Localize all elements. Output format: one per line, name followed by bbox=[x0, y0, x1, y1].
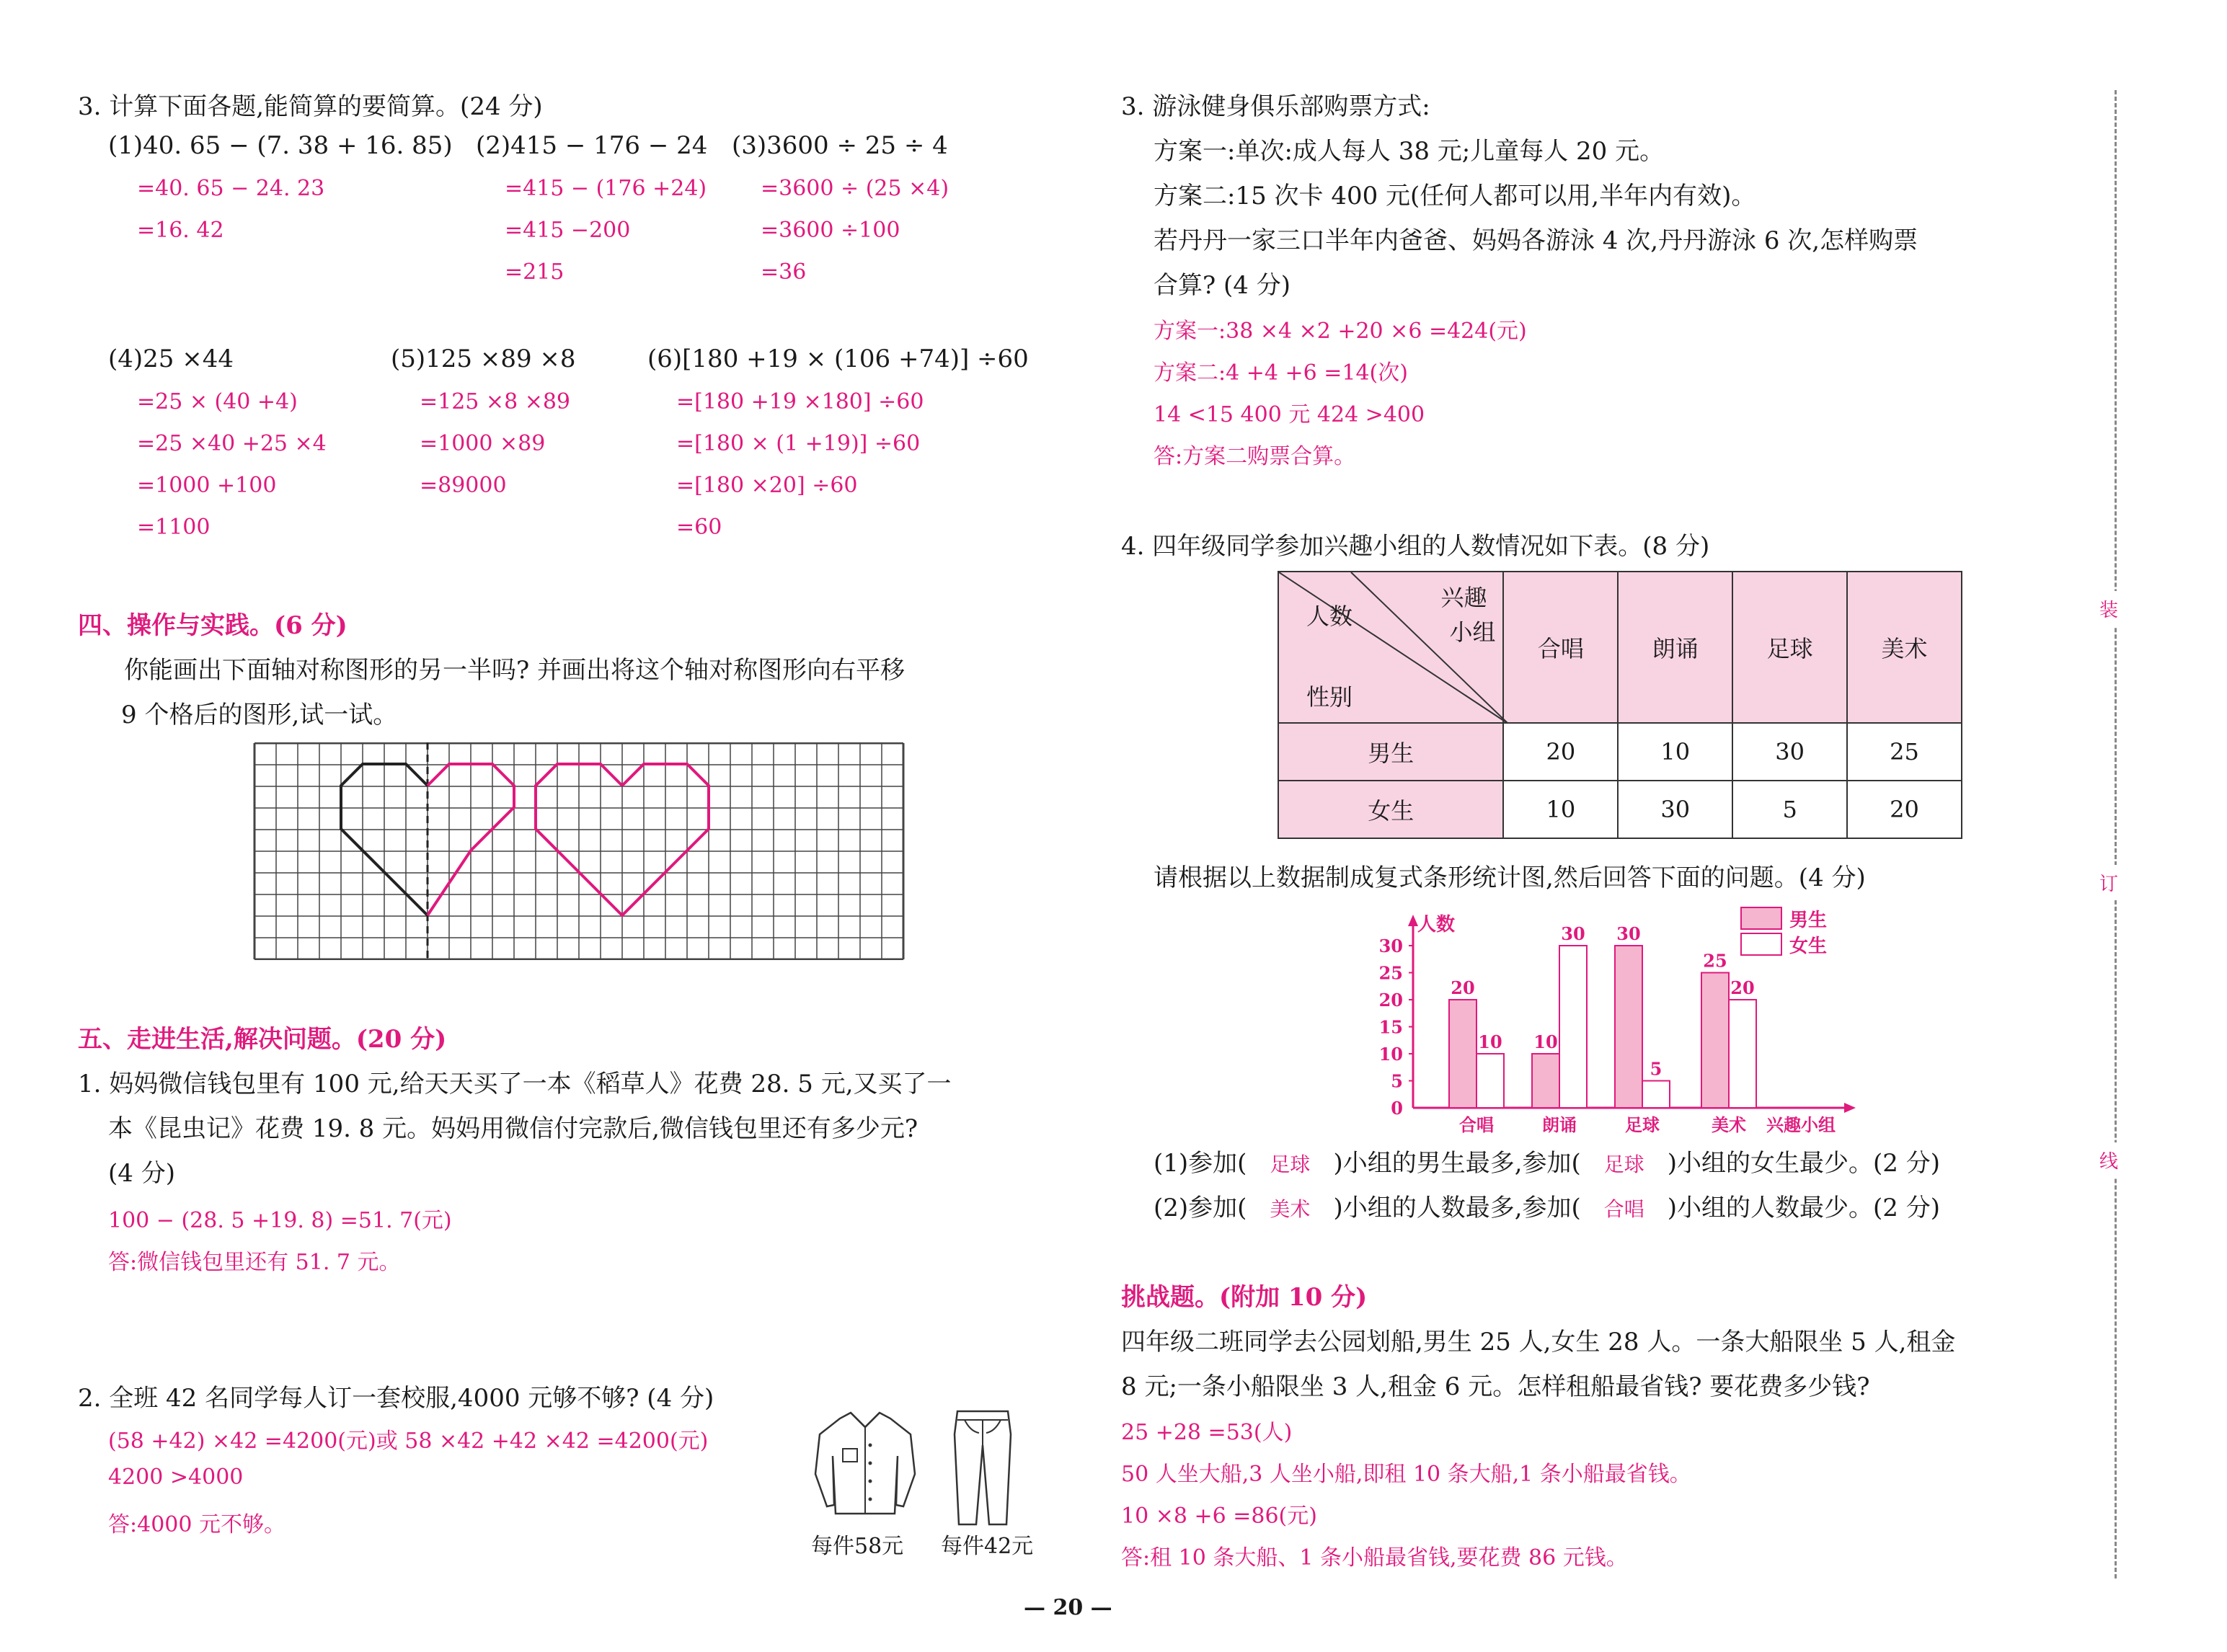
q3-title: 3. 计算下面各题,能简算的要简算。(24 分) bbox=[78, 92, 543, 121]
bar-girls bbox=[1642, 1081, 1670, 1109]
bar-boys bbox=[1532, 1054, 1559, 1108]
row-label-boys: 男生 bbox=[1278, 723, 1503, 781]
r-q3-line3: 方案二:15 次卡 400 元(任何人都可以用,半年内有效)。 bbox=[1154, 182, 1756, 210]
fill1-b: )小组的男生最多,参加( bbox=[1333, 1149, 1581, 1178]
header-recite: 朗诵 bbox=[1618, 572, 1732, 723]
y-axis-label: 人数 bbox=[1417, 914, 1456, 936]
pants-caption: 每件42元 bbox=[941, 1534, 1034, 1559]
y-tick-label: 30 bbox=[1378, 936, 1403, 956]
fill1-v1: 足球 bbox=[1270, 1153, 1311, 1176]
r-q3-line5: 合算? (4 分) bbox=[1154, 271, 1291, 300]
r-q4-title: 4. 四年级同学参加兴趣小组的人数情况如下表。(8 分) bbox=[1121, 532, 1710, 561]
corner-top2: 小组 bbox=[1449, 618, 1496, 646]
y-tick-label: 5 bbox=[1391, 1070, 1403, 1092]
y-tick-label: 15 bbox=[1378, 1016, 1403, 1038]
binding-line bbox=[2115, 90, 2117, 1578]
bar-value-label: 30 bbox=[1561, 923, 1585, 944]
sec4-text-1: 你能画出下面轴对称图形的另一半吗? 并画出将这个轴对称图形向右平移 bbox=[124, 656, 906, 685]
r-q3-ans-3: 14 <15 400 元 424 >400 bbox=[1154, 402, 1425, 427]
cell-girls-1: 30 bbox=[1618, 781, 1732, 838]
fill2-a: (2)参加( bbox=[1154, 1194, 1247, 1222]
fill-line-1 bbox=[1154, 1143, 1940, 1178]
r-q3-ans-4: 答:方案二购票合算。 bbox=[1154, 444, 1356, 469]
bar-value-label: 25 bbox=[1703, 950, 1727, 972]
x-axis-arrow bbox=[1844, 1103, 1856, 1113]
corner-bottom: 性别 bbox=[1306, 683, 1353, 711]
calc-step: =3600 ÷ (25 ×4) bbox=[761, 176, 949, 201]
side-mark-3: 线 bbox=[2099, 1142, 2118, 1178]
p1-line2: 本《昆虫记》花费 19. 8 元。妈妈用微信付完款后,微信钱包里还有多少元? bbox=[108, 1114, 918, 1143]
calc-step: =3600 ÷100 bbox=[761, 218, 900, 243]
legend-swatch-girls bbox=[1741, 933, 1781, 955]
fill2-c: )小组的人数最少。(2 分) bbox=[1667, 1194, 1941, 1222]
cell-girls-0: 10 bbox=[1503, 781, 1618, 838]
challenge-q-1: 四年级二班同学去公园划船,男生 25 人,女生 28 人。一条大船限坐 5 人,租金 bbox=[1121, 1328, 1956, 1356]
side-mark-2: 订 bbox=[2099, 865, 2118, 900]
x-tick-label: 足球 bbox=[1625, 1114, 1660, 1135]
challenge-ans-1: 25 +28 =53(人) bbox=[1121, 1420, 1293, 1445]
p1-line1: 1. 妈妈微信钱包里有 100 元,给天天买了一本《稻草人》花费 28. 5 元,又买了一 bbox=[78, 1070, 952, 1098]
bar-value-label: 20 bbox=[1730, 977, 1755, 998]
header-football: 足球 bbox=[1732, 572, 1847, 723]
fill2-v1: 美术 bbox=[1270, 1197, 1311, 1221]
calc-step: =125 ×8 ×89 bbox=[420, 389, 571, 414]
calc-step: =60 bbox=[676, 515, 722, 540]
y-axis-arrow bbox=[1408, 915, 1418, 926]
r-q3-line2: 方案一:单次:成人每人 38 元;儿童每人 20 元。 bbox=[1154, 137, 1665, 166]
calc-step: =[180 × (1 +19)] ÷60 bbox=[676, 431, 921, 456]
pants-icon bbox=[950, 1405, 1015, 1528]
corner-top: 兴趣 bbox=[1440, 584, 1487, 611]
y-tick-label: 0 bbox=[1391, 1098, 1403, 1119]
fill2-b: )小组的人数最多,参加( bbox=[1333, 1194, 1581, 1222]
corner-mid: 人数 bbox=[1306, 603, 1353, 630]
r-q3-line1: 3. 游泳健身俱乐部购票方式: bbox=[1121, 92, 1430, 121]
cell-boys-0: 20 bbox=[1503, 723, 1618, 781]
bar-girls bbox=[1476, 1054, 1504, 1108]
p2-answer-1: (58 +42) ×42 =4200(元)或 58 ×42 +42 ×42 =4200(元) bbox=[108, 1429, 709, 1454]
bar-boys bbox=[1701, 973, 1729, 1109]
sec4-text-2: 9 个格后的图形,试一试。 bbox=[121, 701, 398, 729]
p1-answer-2: 答:微信钱包里还有 51. 7 元。 bbox=[108, 1250, 401, 1275]
x-tick-label: 美术 bbox=[1712, 1114, 1746, 1135]
header-chorus: 合唱 bbox=[1503, 572, 1618, 723]
challenge-ans-2: 50 人坐大船,3 人坐小船,即租 10 条大船,1 条小船最省钱。 bbox=[1121, 1462, 1691, 1487]
fill1-a: (1)参加( bbox=[1154, 1149, 1247, 1178]
page-number: — 20 — bbox=[1024, 1595, 1112, 1620]
calc-step: =40. 65 − 24. 23 bbox=[137, 176, 325, 201]
shirt-icon bbox=[811, 1405, 919, 1521]
bar-value-label: 20 bbox=[1451, 977, 1475, 998]
legend-label: 男生 bbox=[1789, 910, 1828, 931]
interest-table bbox=[1278, 571, 1962, 839]
p2-answer-3: 答:4000 元不够。 bbox=[108, 1512, 285, 1537]
header-art: 美术 bbox=[1847, 572, 1962, 723]
legend-label: 女生 bbox=[1789, 936, 1828, 957]
challenge-ans-4: 答:租 10 条大船、1 条小船最省钱,要花费 86 元钱。 bbox=[1121, 1545, 1628, 1571]
table-corner bbox=[1278, 572, 1503, 723]
r-q3-ans-1: 方案一:38 ×4 ×2 +20 ×6 =424(元) bbox=[1154, 319, 1527, 344]
calc-step: =1100 bbox=[137, 515, 211, 540]
fill-line-2 bbox=[1154, 1188, 1940, 1223]
r-q4-instruction: 请根据以上数据制成复式条形统计图,然后回答下面的问题。(4 分) bbox=[1154, 863, 1866, 892]
bar-value-label: 10 bbox=[1533, 1031, 1558, 1052]
calc-step: =1000 +100 bbox=[137, 473, 277, 498]
calc-problem-5: (5)125 ×89 ×8 bbox=[391, 345, 576, 373]
calc-step: =36 bbox=[761, 259, 807, 285]
legend-swatch-boys bbox=[1741, 907, 1781, 929]
bar-value-label: 30 bbox=[1616, 923, 1641, 944]
p2-answer-2: 4200 >4000 bbox=[108, 1465, 244, 1490]
fill1-c: )小组的女生最少。(2 分) bbox=[1667, 1149, 1941, 1178]
calc-step: =16. 42 bbox=[137, 218, 224, 243]
calc-problem-3: (3)3600 ÷ 25 ÷ 4 bbox=[732, 131, 948, 160]
bar-girls bbox=[1559, 946, 1587, 1108]
fill2-v2: 合唱 bbox=[1603, 1197, 1644, 1221]
r-q3-line4: 若丹丹一家三口半年内爸爸、妈妈各游泳 4 次,丹丹游泳 6 次,怎样购票 bbox=[1154, 226, 1918, 255]
y-tick-label: 25 bbox=[1378, 962, 1403, 984]
cell-boys-2: 30 bbox=[1732, 723, 1847, 781]
row-label-girls: 女生 bbox=[1278, 781, 1503, 838]
bar-boys bbox=[1615, 946, 1642, 1108]
heart-grid bbox=[252, 742, 910, 960]
p2-question: 2. 全班 42 名同学每人订一套校服,4000 元够不够? (4 分) bbox=[78, 1384, 714, 1413]
side-mark-1: 装 bbox=[2099, 591, 2118, 626]
calc-step: =215 bbox=[505, 259, 565, 285]
bar-boys bbox=[1449, 1000, 1476, 1108]
x-tick-label: 合唱 bbox=[1459, 1114, 1494, 1135]
challenge-q-2: 8 元;一条小船限坐 3 人,租金 6 元。怎样租船最省钱? 要花费多少钱? bbox=[1121, 1372, 1870, 1401]
fill1-v2: 足球 bbox=[1603, 1153, 1644, 1176]
bar-value-label: 10 bbox=[1478, 1031, 1502, 1052]
calc-step: =25 × (40 +4) bbox=[137, 389, 298, 414]
bar-girls bbox=[1729, 1000, 1756, 1108]
y-tick-label: 10 bbox=[1378, 1044, 1403, 1065]
sec5-title: 五、走进生活,解决问题。(20 分) bbox=[78, 1025, 447, 1054]
x-axis-label: 兴趣小组 bbox=[1766, 1114, 1836, 1135]
calc-step: =[180 +19 ×180] ÷60 bbox=[676, 389, 924, 414]
challenge-title: 挑战题。(附加 10 分) bbox=[1121, 1283, 1368, 1312]
p1-answer-1: 100 − (28. 5 +19. 8) =51. 7(元) bbox=[108, 1208, 452, 1233]
calc-step: =89000 bbox=[420, 473, 507, 498]
x-tick-label: 朗诵 bbox=[1542, 1114, 1577, 1135]
calc-problem-2: (2)415 − 176 − 24 bbox=[476, 131, 708, 160]
cell-boys-1: 10 bbox=[1618, 723, 1732, 781]
calc-step: =415 −200 bbox=[505, 218, 631, 243]
cell-boys-3: 25 bbox=[1847, 723, 1962, 781]
calc-problem-1: (1)40. 65 − (7. 38 + 16. 85) bbox=[108, 131, 453, 160]
calc-step: =415 − (176 +24) bbox=[505, 176, 707, 201]
cell-girls-3: 20 bbox=[1847, 781, 1962, 838]
calc-step: =[180 ×20] ÷60 bbox=[676, 473, 858, 498]
p1-line3: (4 分) bbox=[108, 1159, 175, 1188]
shirt-caption: 每件58元 bbox=[811, 1534, 904, 1559]
y-tick-label: 20 bbox=[1378, 990, 1403, 1011]
cell-girls-2: 5 bbox=[1732, 781, 1847, 838]
calc-problem-6: (6)[180 +19 × (106 +74)] ÷60 bbox=[647, 345, 1029, 373]
bar-chart bbox=[1363, 905, 1867, 1135]
calc-problem-4: (4)25 ×44 bbox=[108, 345, 234, 373]
r-q3-ans-2: 方案二:4 +4 +6 =14(次) bbox=[1154, 360, 1408, 386]
bar-value-label: 5 bbox=[1650, 1058, 1662, 1080]
sec4-title: 四、操作与实践。(6 分) bbox=[78, 611, 347, 640]
challenge-ans-3: 10 ×8 +6 =86(元) bbox=[1121, 1504, 1317, 1529]
calc-step: =1000 ×89 bbox=[420, 431, 546, 456]
calc-step: =25 ×40 +25 ×4 bbox=[137, 431, 327, 456]
